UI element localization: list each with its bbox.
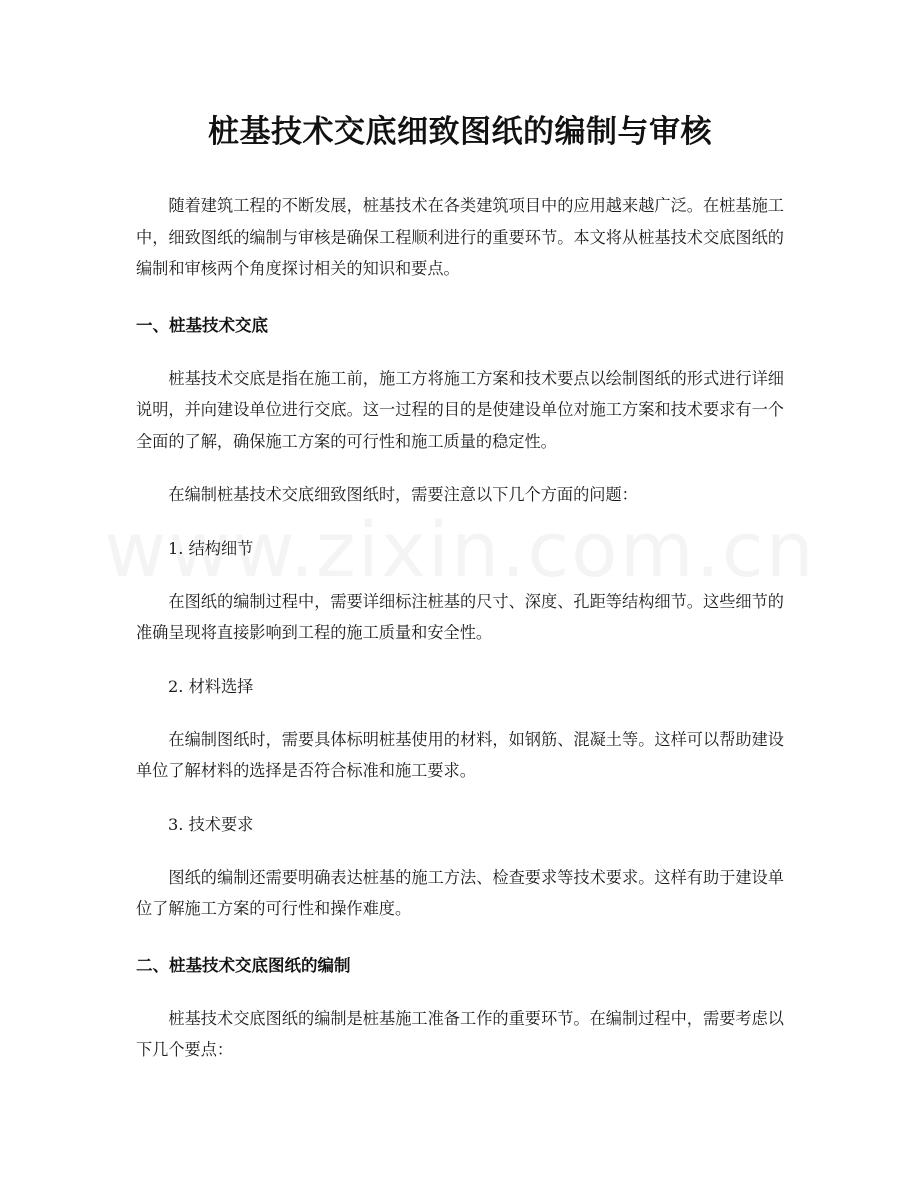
- list-item-1-label: 1. 结构细节: [168, 538, 254, 558]
- document-title: 桩基技术交底细致图纸的编制与审核: [208, 114, 712, 150]
- section-1-paragraph-1: 桩基技术交底是指在施工前，施工方将施工方案和技术要点以绘制图纸的形式进行详细说明，并向建设单位进行交底。这一过程的目的是使建设单位对施工方案和技术要求有一个全面的了解，确保施工方案的可行性和施工质量的稳定性。: [136, 368, 784, 451]
- section-2-paragraph-1: 桩基技术交底图纸的编制是桩基施工准备工作的重要环节。在编制过程中，需要考虑以下几个要点：: [136, 1008, 784, 1059]
- list-item-1-text: 在图纸的编制过程中，需要详细标注桩基的尺寸、深度、孔距等结构细节。这些细节的准确呈现将直接影响到工程的施工质量和安全性。: [136, 591, 784, 642]
- list-item-2-text: 在编制图纸时，需要具体标明桩基使用的材料，如钢筋、混凝土等。这样可以帮助建设单位了解材料的选择是否符合标准和施工要求。: [136, 729, 784, 780]
- section-2-heading: 二、桩基技术交底图纸的编制: [136, 955, 351, 975]
- list-item-3-text: 图纸的编制还需要明确表达桩基的施工方法、检查要求等技术要求。这样有助于建设单位了解施工方案的可行性和操作难度。: [136, 867, 784, 918]
- section-1-heading: 一、桩基技术交底: [136, 315, 268, 335]
- list-item-2-label: 2. 材料选择: [168, 676, 254, 696]
- intro-paragraph: 随着建筑工程的不断发展，桩基技术在各类建筑项目中的应用越来越广泛。在桩基施工中，细致图纸的编制与审核是确保工程顺利进行的重要环节。本文将从桩基技术交底图纸的编制和审核两个角度探讨相关的知识和要点。: [136, 196, 784, 278]
- section-1-paragraph-2: 在编制桩基技术交底细致图纸时，需要注意以下几个方面的问题：: [168, 485, 638, 504]
- list-item-3-label: 3. 技术要求: [168, 814, 254, 834]
